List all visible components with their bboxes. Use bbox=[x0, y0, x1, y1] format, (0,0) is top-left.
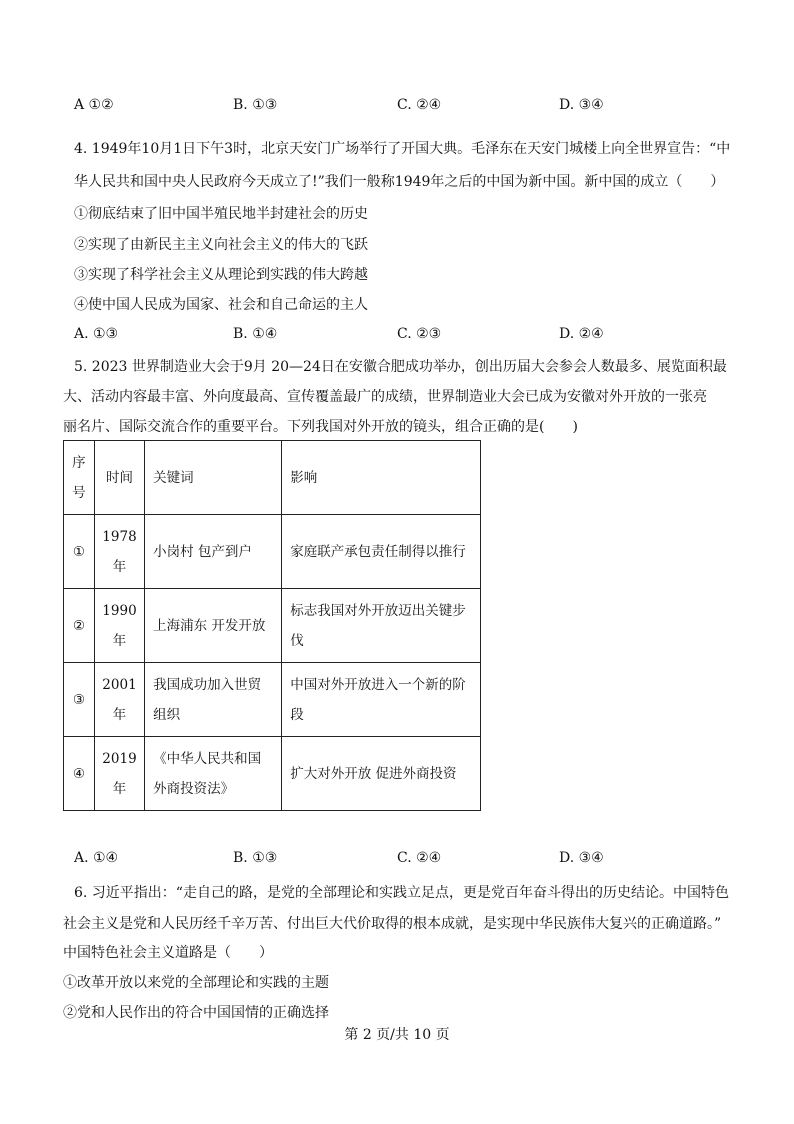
q5-options bbox=[0, 850, 794, 870]
cell-index: ② bbox=[64, 589, 95, 663]
q3-options bbox=[0, 97, 794, 117]
q4-stem-line-2: 华人民共和国中央人民政府今天成立了!”我们一般称1949年之后的中国为新中国。新中国的成立（ ） bbox=[74, 174, 725, 190]
q4-option-d: D. ②④ bbox=[559, 326, 604, 342]
table-row bbox=[64, 663, 481, 737]
table-header-row bbox=[64, 441, 481, 515]
cell-time: 1990年 bbox=[94, 589, 144, 663]
table-row bbox=[64, 589, 481, 663]
q4-options bbox=[0, 326, 794, 346]
q5-stem-line-3: 丽名片、国际交流合作的重要平台。下列我国对外开放的镜头，组合正确的是( ) bbox=[63, 419, 578, 435]
q6-stem-line-2: 社会主义是党和人民历经千辛万苦、付出巨大代价取得的根本成就，是实现中华民族伟大复兴的正确道路。” bbox=[63, 916, 722, 932]
q5-option-d: D. ③④ bbox=[559, 850, 604, 866]
header-time: 时间 bbox=[94, 441, 144, 515]
q6-stem-line-1: 6. 习近平指出：“走自己的路，是党的全部理论和实践立足点，更是党百年奋斗得出的历史结论。中国特色 bbox=[74, 885, 729, 901]
cell-index: ① bbox=[64, 515, 95, 589]
q5-stem-line-2: 大、活动内容最丰富、外向度最高、宣传覆盖最广的成绩，世界制造业大会已成为安徽对外开放的一张亮 bbox=[63, 389, 707, 405]
cell-index: ④ bbox=[64, 737, 95, 811]
cell-keyword: 上海浦东 开发开放 bbox=[145, 589, 282, 663]
q4-option-a: A. ①③ bbox=[74, 326, 119, 342]
q4-statement-1: ①彻底结束了旧中国半殖民地半封建社会的历史 bbox=[74, 206, 368, 222]
q4-statement-2: ②实现了由新民主主义向社会主义的伟大的飞跃 bbox=[74, 237, 368, 253]
cell-impact: 中国对外开放进入一个新的阶段 bbox=[282, 663, 481, 737]
q5-stem-line-1: 5. 2023 世界制造业大会于9月 20—24日在安徽合肥成功举办，创出历届大会参会人数最多、展览面积最 bbox=[74, 359, 727, 375]
q6-statement-1: ①改革开放以来党的全部理论和实践的主题 bbox=[63, 975, 329, 991]
q3-option-a: A ①② bbox=[74, 97, 114, 113]
q5-option-b: B. ①③ bbox=[233, 850, 278, 866]
cell-impact: 扩大对外开放 促进外商投资 bbox=[282, 737, 481, 811]
q5-option-c: C. ②④ bbox=[397, 850, 442, 866]
open-policy-table bbox=[63, 440, 481, 811]
cell-index: ③ bbox=[64, 663, 95, 737]
q6-stem-line-3: 中国特色社会主义道路是（ ） bbox=[63, 945, 273, 961]
q4-statement-4: ④使中国人民成为国家、社会和自己命运的主人 bbox=[74, 297, 368, 313]
q4-option-b: B. ①④ bbox=[233, 326, 278, 342]
cell-keyword: 小岗村 包产到户 bbox=[145, 515, 282, 589]
q6-statement-2: ②党和人民作出的符合中国国情的正确选择 bbox=[63, 1005, 329, 1021]
header-keyword: 关键词 bbox=[145, 441, 282, 515]
table-row bbox=[64, 737, 481, 811]
header-index: 序号 bbox=[64, 441, 95, 515]
cell-keyword: 我国成功加入世贸组织 bbox=[145, 663, 282, 737]
q4-option-c: C. ②③ bbox=[397, 326, 442, 342]
q4-stem-line-1: 4. 1949年10月1日下午3时，北京天安门广场举行了开国大典。毛泽东在天安门城楼上向全世界宣告：“中 bbox=[74, 141, 731, 157]
q3-option-b: B. ①③ bbox=[233, 97, 278, 113]
q5-option-a: A. ①④ bbox=[74, 850, 119, 866]
cell-impact: 家庭联产承包责任制得以推行 bbox=[282, 515, 481, 589]
page-footer: 第 2 页/共 10 页 bbox=[344, 1027, 450, 1043]
header-impact: 影响 bbox=[282, 441, 481, 515]
cell-impact: 标志我国对外开放迈出关键步伐 bbox=[282, 589, 481, 663]
cell-time: 2019年 bbox=[94, 737, 144, 811]
q4-statement-3: ③实现了科学社会主义从理论到实践的伟大跨越 bbox=[74, 267, 368, 283]
q3-option-c: C. ②④ bbox=[397, 97, 442, 113]
cell-keyword: 《中华人民共和国外商投资法》 bbox=[145, 737, 282, 811]
cell-time: 2001年 bbox=[94, 663, 144, 737]
table-row bbox=[64, 515, 481, 589]
q3-option-d: D. ③④ bbox=[559, 97, 604, 113]
cell-time: 1978年 bbox=[94, 515, 144, 589]
